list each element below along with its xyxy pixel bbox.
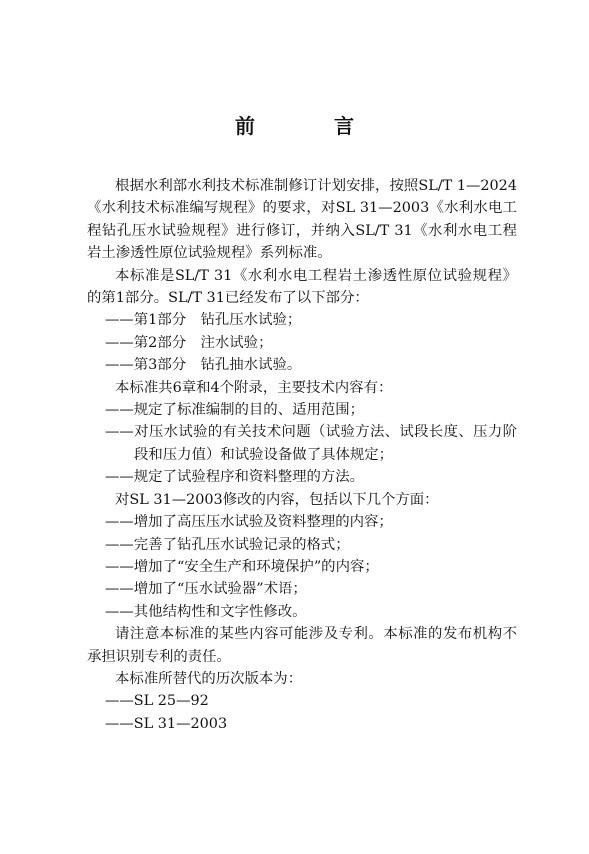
paragraph-patent-notice: 请注意本标准的某些内容可能涉及专利。本标准的发布机构不承担识别专利的责任。 xyxy=(87,626,517,665)
list-item-part-3: ——第3部分 钻孔抽水试验。 xyxy=(105,357,302,374)
paragraph-revision-basis: 根据水利部水利技术标准制修订计划安排，按照SL/T 1—2024《水利技术标准编写规程》的要求，对SL 31—2003《水利水电工程钻孔压水试验规程》进行修订，并纳入SL/T 31《水利水电工程岩土渗透性原位试验规程》系列标准。 xyxy=(87,178,517,262)
list-item-version-sl25: ——SL 25—92 xyxy=(105,693,209,710)
list-item-part-2: ——第2部分 注水试验； xyxy=(105,334,273,351)
list-item-change-safety: ——增加了“安全生产和环境保护”的内容； xyxy=(105,558,379,575)
list-item-change-terminology: ——增加了“压水试验器”术语； xyxy=(105,581,307,598)
list-item-change-high-pressure: ——增加了高压压水试验及资料整理的内容； xyxy=(105,514,393,531)
paragraph-main-contents: 本标准共6章和4个附录，主要技术内容有： xyxy=(115,379,393,396)
list-item-content-procedure: ——规定了试验程序和资料整理的方法。 xyxy=(105,469,365,486)
list-item-content-technical: ——对压水试验的有关技术问题（试验方法、试段长度、压力阶段和压力值）和试验设备做了具体规定； xyxy=(105,424,517,463)
list-item-content-scope: ——规定了标准编制的目的、适用范围； xyxy=(105,402,365,419)
list-item-change-other: ——其他结构性和文字性修改。 xyxy=(105,603,307,620)
page-title: 前 言 xyxy=(235,114,390,138)
paragraph-superseded-versions: 本标准所替代的历次版本为： xyxy=(115,670,303,687)
list-item-change-record-format: ——完善了钻孔压水试验记录的格式； xyxy=(105,536,350,553)
document-body xyxy=(87,175,517,735)
paragraph-series-part: 本标准是SL/T 31《水利水电工程岩土渗透性原位试验规程》的第1部分。SL/T 31已经发布了以下部分： xyxy=(87,267,517,307)
paragraph-modifications: 对SL 31—2003修改的内容，包括以下几个方面： xyxy=(115,491,439,508)
list-item-version-sl31: ——SL 31—2003 xyxy=(105,715,228,732)
list-item-part-1: ——第1部分 钻孔压水试验； xyxy=(105,312,302,329)
